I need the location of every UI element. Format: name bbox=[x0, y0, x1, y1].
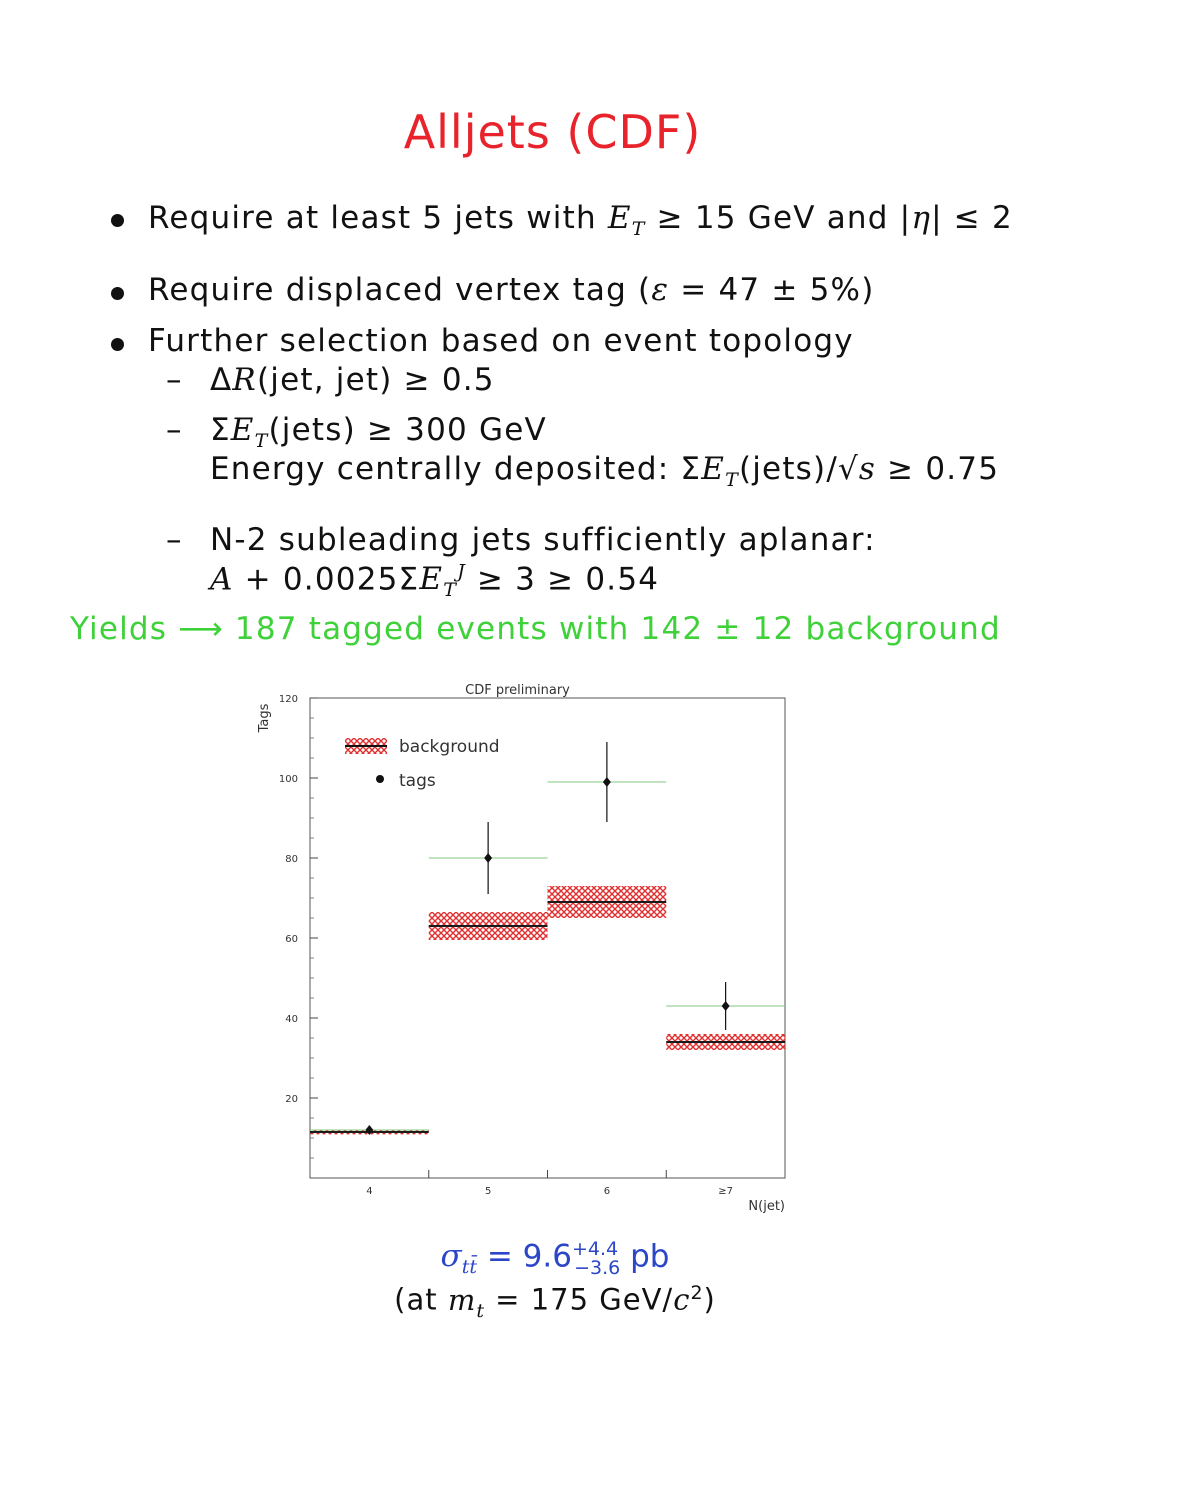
sub-item: ΔR(jet, jet) ≥ 0.5 bbox=[210, 362, 495, 398]
bullet-marker bbox=[111, 287, 124, 300]
cross-section-result: $\sigma_{tt̄} = 9.6^{+4.4}_{-3.6}$ pb bbox=[440, 1238, 670, 1279]
y-axis-label: Tags bbox=[257, 703, 272, 733]
tags-point bbox=[484, 853, 492, 863]
bullet-item: Require displaced vertex tag (ε = 47 ± 5%) bbox=[148, 272, 875, 308]
bullet-marker bbox=[111, 214, 124, 227]
x-axis-label: N(jet) bbox=[748, 1199, 785, 1214]
page-title: Alljets (CDF) bbox=[403, 105, 702, 159]
legend-tags-label: tags bbox=[399, 771, 436, 791]
y-tick-label: 100 bbox=[278, 774, 298, 785]
x-tick-label: ≥7 bbox=[718, 1186, 733, 1197]
y-tick-label: 60 bbox=[285, 934, 298, 945]
y-tick-label: 20 bbox=[285, 1094, 298, 1105]
x-tick-label: 4 bbox=[366, 1186, 373, 1197]
sub-item: N-2 subleading jets sufficiently aplanar: bbox=[210, 522, 876, 558]
mass-condition: (at $m_t = 175$ GeV/$c^2$) bbox=[394, 1282, 716, 1322]
bullet-item: Require at least 5 jets with $E_T \ge 15$ GeV and |η| ≤ 2 bbox=[148, 200, 1013, 241]
chart-title: CDF preliminary bbox=[465, 683, 570, 698]
dash-marker: – bbox=[166, 412, 182, 448]
dash-marker: – bbox=[166, 522, 182, 558]
tags-point bbox=[603, 777, 611, 787]
legend-background-label: background bbox=[399, 737, 500, 757]
x-tick-label: 5 bbox=[484, 1186, 492, 1197]
sub-item: $A + 0.0025\Sigma E_T^J \ge 3 \ge 0.54$ bbox=[210, 561, 660, 602]
tags-point bbox=[722, 1001, 730, 1011]
bullet-item: Further selection based on event topology bbox=[148, 323, 854, 359]
bullet-marker bbox=[111, 338, 124, 351]
y-tick-label: 120 bbox=[278, 694, 298, 705]
y-tick-label: 80 bbox=[285, 854, 298, 865]
sub-item: Energy centrally deposited: $\Sigma E_T(jets)/√s \ge 0.75$ bbox=[210, 451, 1000, 492]
yields-line: Yields ⟶ 187 tagged events with 142 ± 12 background bbox=[70, 611, 1001, 647]
x-tick-label: 6 bbox=[603, 1186, 611, 1197]
legend-tags-marker bbox=[376, 775, 384, 783]
histogram-chart bbox=[240, 678, 810, 1223]
dash-marker: – bbox=[166, 362, 182, 398]
y-tick-label: 40 bbox=[285, 1014, 298, 1025]
sub-item: $\Sigma E_T(jets) \ge 300$ GeV bbox=[210, 412, 547, 453]
